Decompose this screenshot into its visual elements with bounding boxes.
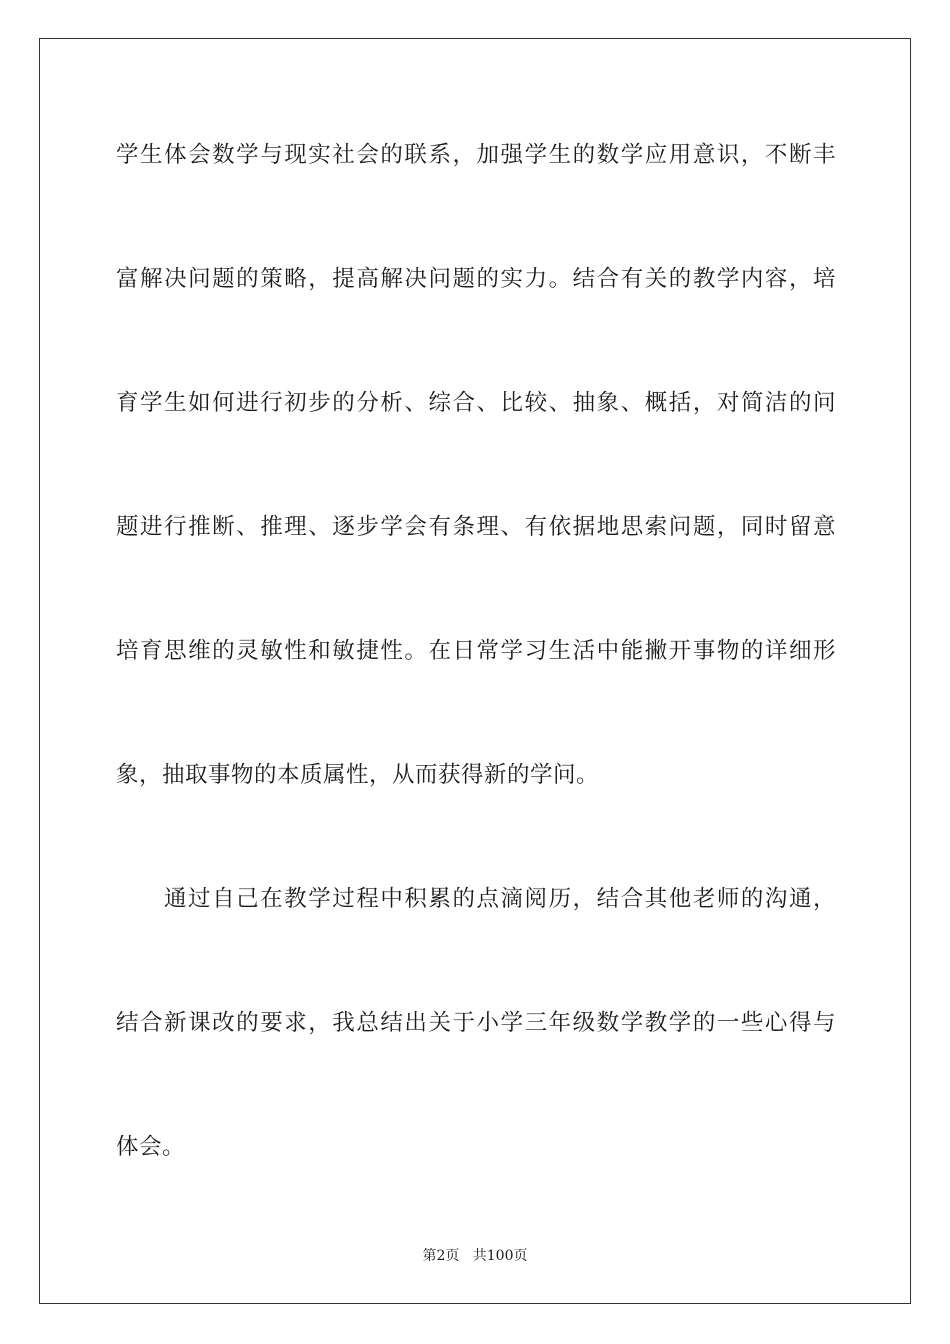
body-text-line: 培育思维的灵敏性和敏捷性。在日常学习生活中能撇开事物的详细形	[116, 638, 836, 664]
body-text-line: 学生体会数学与现实社会的联系，加强学生的数学应用意识，不断丰	[116, 142, 836, 168]
body-text-line: 育学生如何进行初步的分析、综合、比较、抽象、概括，对简洁的问	[116, 390, 836, 416]
paragraph-first-line: 通过自己在教学过程中积累的点滴阅历，结合其他老师的沟通，	[164, 886, 836, 912]
page-border	[39, 38, 911, 1304]
body-text-line: 体会。	[116, 1134, 186, 1160]
body-text-line: 富解决问题的策略，提高解决问题的实力。结合有关的教学内容，培	[116, 266, 836, 292]
body-text-line: 题进行推断、推理、逐步学会有条理、有依据地思索问题，同时留意	[116, 514, 836, 540]
body-text-line: 象，抽取事物的本质属性，从而获得新的学问。	[116, 762, 600, 788]
page-number-footer: 第2页 共100页	[422, 1248, 528, 1264]
body-text-line: 结合新课改的要求，我总结出关于小学三年级数学教学的一些心得与	[116, 1010, 836, 1036]
